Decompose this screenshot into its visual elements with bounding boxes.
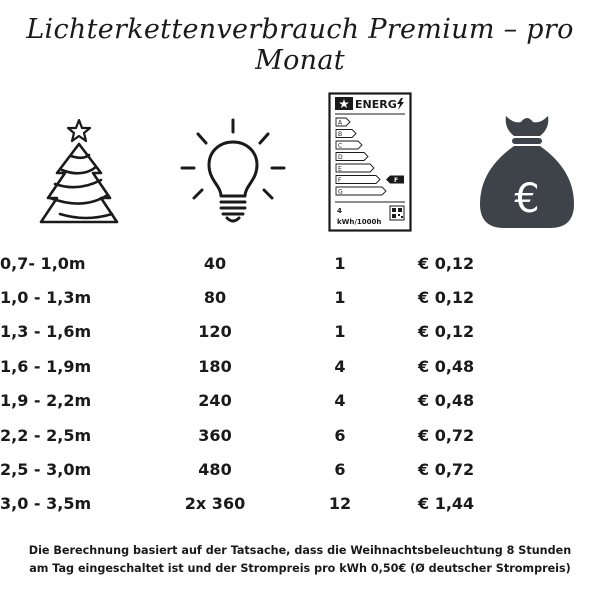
cost-cell bbox=[400, 384, 600, 418]
table-row bbox=[0, 452, 600, 486]
cost-cell bbox=[400, 418, 600, 452]
cost-cell bbox=[400, 280, 600, 314]
length-cell: 2,2 - 2,5m bbox=[0, 425, 92, 445]
cost-value: € 0,12 bbox=[418, 253, 475, 273]
length-cell: 1,6 - 1,9m bbox=[0, 356, 92, 376]
cost-cell bbox=[400, 315, 600, 349]
table-row bbox=[0, 246, 600, 280]
footnote-line-1: Die Berechnung basiert auf der Tatsache, dass die Weihnachtsbeleuchtung 8 Stunden bbox=[28, 544, 572, 557]
kwh-cell: 6 bbox=[334, 460, 346, 480]
kwh-cell: 4 bbox=[334, 356, 346, 376]
led-count-cell: 360 bbox=[198, 425, 232, 445]
consumption-table bbox=[0, 246, 600, 521]
euro-symbol: € bbox=[514, 176, 540, 222]
footnote bbox=[0, 542, 600, 578]
led-count-cell: 40 bbox=[203, 253, 227, 273]
energy-class-letter: F bbox=[338, 177, 342, 184]
cost-value: € 0,72 bbox=[418, 460, 475, 480]
led-count-cell: 480 bbox=[198, 460, 232, 480]
length-cell: 1,3 - 1,6m bbox=[0, 322, 92, 342]
cost-value: € 0,12 bbox=[418, 322, 475, 342]
length-cell: 1,9 - 2,2m bbox=[0, 391, 92, 411]
length-cell: 0,7- 1,0m bbox=[0, 253, 86, 273]
energy-class-letter: D bbox=[338, 154, 343, 161]
led-count-cell: 180 bbox=[198, 356, 232, 376]
energy-label-unit: kWh/1000h bbox=[337, 218, 382, 226]
footnote-line-2: am Tag eingeschaltet ist und der Strompreis pro kWh 0,50€ (Ø deutscher Strompreis) bbox=[29, 562, 571, 575]
table-row bbox=[0, 315, 600, 349]
kwh-cell: 1 bbox=[334, 322, 346, 342]
energy-class-letter: A bbox=[338, 119, 343, 127]
energy-class-marker-letter: F bbox=[394, 177, 399, 184]
energy-class-letter: E bbox=[338, 165, 342, 173]
cost-cell bbox=[400, 452, 600, 486]
qr-code-icon bbox=[390, 206, 404, 220]
led-count-cell: 2x 360 bbox=[184, 494, 246, 514]
money-bag-icon bbox=[476, 112, 578, 232]
christmas-tree-icon bbox=[38, 118, 120, 228]
table-row bbox=[0, 349, 600, 383]
cost-value: € 0,72 bbox=[418, 425, 475, 445]
kwh-cell: 12 bbox=[328, 494, 352, 514]
led-count-cell: 80 bbox=[203, 288, 227, 308]
table-row bbox=[0, 418, 600, 452]
page-title: Lichterkettenverbrauch Premium – pro Monat bbox=[26, 14, 574, 76]
energy-class-letter: B bbox=[338, 131, 343, 138]
led-count-cell: 120 bbox=[198, 322, 232, 342]
table-row bbox=[0, 487, 600, 521]
cost-cell bbox=[400, 349, 600, 383]
cost-cell bbox=[400, 246, 600, 280]
led-count-cell: 240 bbox=[198, 391, 232, 411]
energy-class-letter: C bbox=[338, 142, 343, 150]
cost-value: € 1,44 bbox=[418, 494, 475, 514]
length-cell: 1,0 - 1,3m bbox=[0, 288, 92, 308]
kwh-cell: 4 bbox=[334, 391, 346, 411]
energy-label-icon bbox=[328, 92, 412, 232]
table-row bbox=[0, 280, 600, 314]
light-bulb-icon bbox=[178, 118, 288, 228]
kwh-cell: 1 bbox=[334, 253, 346, 273]
kwh-cell: 1 bbox=[334, 288, 346, 308]
cost-value: € 0,48 bbox=[418, 356, 475, 376]
length-cell: 2,5 - 3,0m bbox=[0, 460, 92, 480]
energy-label-value: 4 bbox=[337, 207, 342, 215]
kwh-cell: 6 bbox=[334, 425, 346, 445]
energy-class-letter: G bbox=[338, 188, 343, 196]
cost-value: € 0,48 bbox=[418, 391, 475, 411]
table-row bbox=[0, 384, 600, 418]
cost-value: € 0,12 bbox=[418, 288, 475, 308]
energy-label-header: ENERG bbox=[355, 98, 397, 111]
length-cell: 3,0 - 3,5m bbox=[0, 494, 92, 514]
cost-cell bbox=[400, 487, 600, 521]
